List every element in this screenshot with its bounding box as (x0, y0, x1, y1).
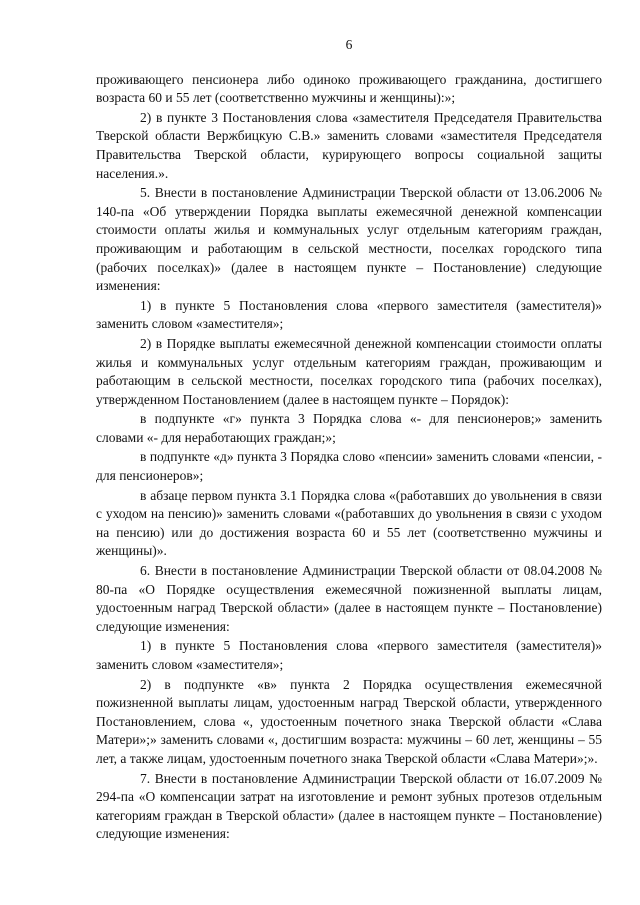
document-body (96, 71, 602, 844)
paragraph: 1) в пункте 5 Постановления слова «первого заместителя (заместителя)» заменить словом «заместителя»; (96, 297, 602, 332)
paragraph: 5. Внести в постановление Администрации Тверской области от 13.06.2006 № 140-па «Об утверждении Порядка выплаты ежемесячной денежной компенсации стоимости оплаты жилья и коммунальных услуг отдельным категориям граждан, проживающим и работающим в сельской местности, поселках городского типа (рабочих поселках)» (далее в настоящем пункте – Постановление) следующие изменения: (96, 185, 602, 294)
paragraph: проживающего пенсионера либо одиноко проживающего гражданина, достигшего возраста 60 и 55 лет (соответственно мужчины и женщины):»; (96, 71, 602, 106)
paragraph: 2) в Порядке выплаты ежемесячной денежной компенсации стоимости оплаты жилья и коммунальных услуг отдельным категориям граждан, проживающим и работающим в сельской местности, поселках городского типа (рабочих поселках), утвержденном Постановлением (далее в настоящем пункте – Порядок): (96, 335, 602, 407)
paragraph: в подпункте «д» пункта 3 Порядка слово «пенсии» заменить словами «пенсии, - для пенсионеров»; (96, 449, 602, 484)
paragraph: 2) в пункте 3 Постановления слова «заместителя Председателя Правительства Тверской области Вержбицкую С.В.» заменить словами «заместителя Председателя Правительства Тверской области, курирующего вопросы социальной защиты населения.». (96, 109, 602, 181)
paragraph: 2) в подпункте «в» пункта 2 Порядка осуществления ежемесячной пожизненной выплаты лицам, удостоенным наград Тверской области, утвержденного Постановлением, слова «, удостоенным почетного знака Тверской области «Слава Матери»;» заменить словами «, достигшим возраста: мужчины – 60 лет, женщины – 55 лет, а также лицам, удостоенным почетного знака Тверской области «Слава Матери»;». (96, 676, 602, 766)
paragraph: в абзаце первом пункта 3.1 Порядка слова «(работавших до увольнения в связи с уходом на пенсию)» заменить словами «(работавших до увольнения в связи с уходом на пенсию) или до достижения возраста 60 и 55 лет (соответственно мужчины и женщины)». (96, 487, 602, 559)
page-number: 6 (345, 37, 353, 52)
paragraph: в подпункте «г» пункта 3 Порядка слова «- для пенсионеров;» заменить словами «- для неработающих граждан;»; (96, 411, 602, 445)
paragraph: 7. Внести в постановление Администрации Тверской области от 16.07.2009 № 294-па «О компенсации затрат на изготовление и ремонт зубных протезов отдельным категориям граждан в Тверской области» (далее в настоящем пункте – Постановление) следующие изменения: (96, 770, 602, 842)
paragraph: 1) в пункте 5 Постановления слова «первого заместителя (заместителя)» заменить словом «заместителя»; (96, 638, 602, 672)
paragraph: 6. Внести в постановление Администрации Тверской области от 08.04.2008 № 80-па «О Порядке осуществления ежемесячной пожизненной выплаты лицам, удостоенным наград Тверской области» (далее в настоящем пункте – Постановление) следующие изменения: (96, 563, 602, 634)
